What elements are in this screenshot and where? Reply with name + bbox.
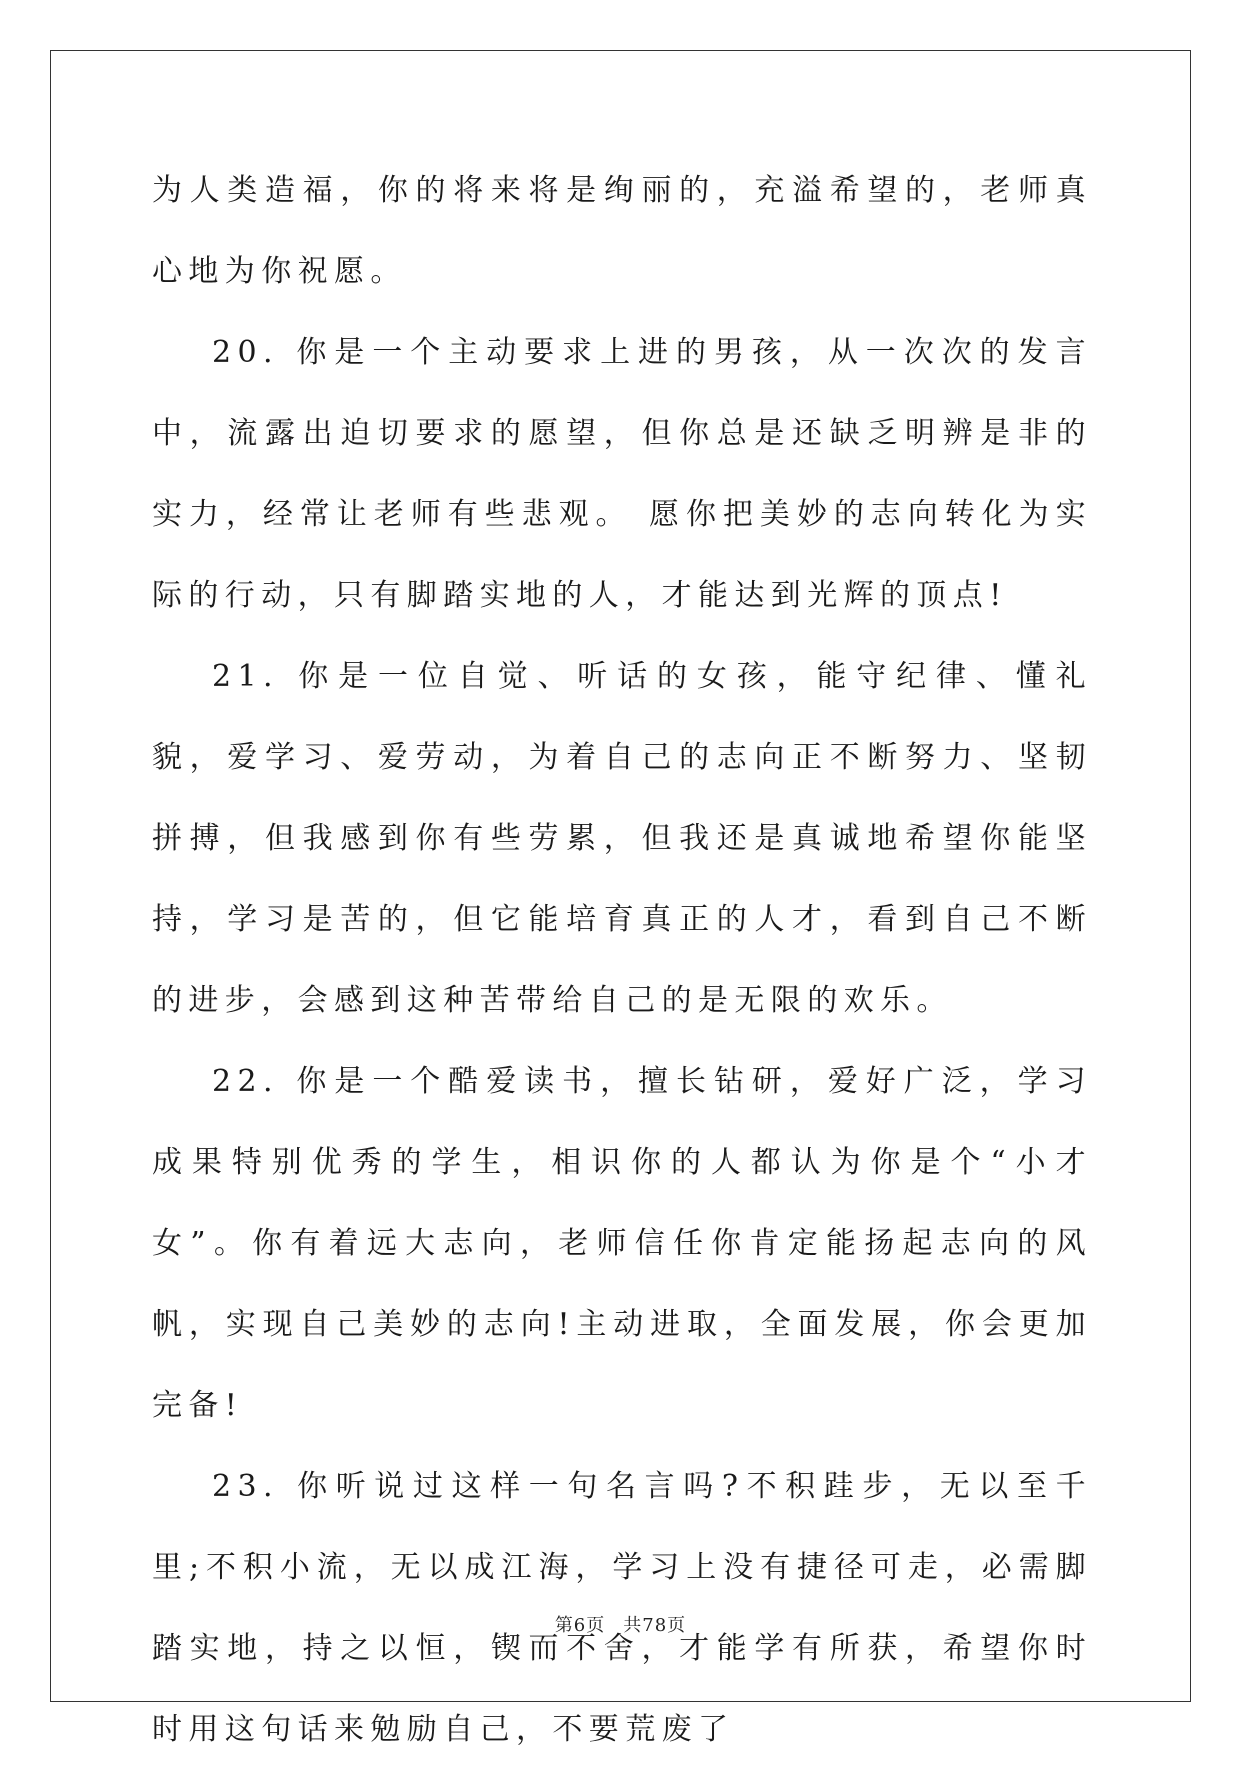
paragraph-continuation: 为人类造福，你的将来将是绚丽的，充溢希望的，老师真心地为你祝愿。	[152, 173, 1092, 289]
paragraph-item-23: 23. 你听说过这样一句名言吗?不积跬步，无以至千里;不积小流，无以成江海，学习上没有捷径可走，必需脚踏实地，持之以恒，锲而不舍，才能学有所获，希望你时时用这句话来勉励自己，不要荒废了	[152, 1469, 1092, 1747]
paragraph-item-20: 20. 你是一个主动要求上进的男孩，从一次次的发言中，流露出迫切要求的愿望，但你总是还缺乏明辨是非的实力，经常让老师有些悲观。 愿你把美妙的志向转化为实际的行动，只有脚踏实地的人，才能达到光辉的顶点!	[152, 335, 1092, 613]
paragraph-item-21: 21. 你是一位自觉、听话的女孩，能守纪律、懂礼貌，爱学习、爱劳动，为着自己的志向正不断努力、坚韧拼搏，但我感到你有些劳累，但我还是真诚地希望你能坚持，学习是苦的，但它能培育真正的人才，看到自己不断的进步，会感到这种苦带给自己的是无限的欢乐。	[152, 659, 1092, 1018]
paragraph-item-22: 22. 你是一个酷爱读书，擅长钻研，爱好广泛，学习成果特别优秀的学生，相识你的人都认为你是个“小才女”。你有着远大志向，老师信任你肯定能扬起志向的风帆，实现自己美妙的志向!主动进取，全面发展，你会更加完备!	[152, 1064, 1092, 1423]
page-footer	[0, 1611, 1241, 1637]
total-pages-label: 共78页	[623, 1615, 687, 1636]
document-body	[152, 150, 1092, 1770]
current-page-label: 第6页	[554, 1615, 606, 1636]
